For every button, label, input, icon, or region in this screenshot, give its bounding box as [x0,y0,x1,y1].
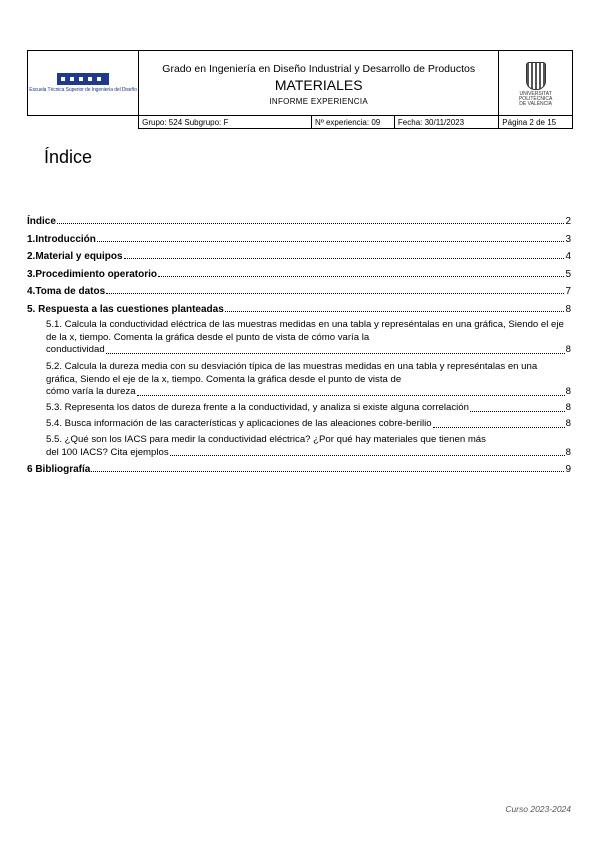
doc-type: INFORME EXPERIENCIA [269,96,368,106]
subject-name: MATERIALES [274,76,363,93]
toc-subentry-5-3[interactable]: 5.3. Representa los datos de dureza frente a la conductividad, y analiza si existe alguna correlación 8 [46,402,571,413]
toc-entry-indice[interactable]: Índice 2 [27,216,571,227]
toc-subentry-5-2[interactable]: 5.2. Calcula la dureza media con su desviación típica de las muestras medidas en una tabla y represéntalas en una gráfica, Siendo el eje de la x, tiempo. Comenta la gráfica desde el punto de vista de cómo varía la dureza 8 [46,361,571,397]
index-title: Índice [44,147,93,167]
toc-subentry-5-5[interactable]: 5.5. ¿Qué son los IACS para medir la conductividad eléctrica? ¿Por qué hay materiales que tienen más del 100 IACS? Cita ejemplos 8 [46,434,571,458]
university-seal-icon [526,62,546,90]
header-title-block [139,51,499,116]
group-field: Grupo: 524 Subgrupo: F [139,116,312,129]
document-header [27,50,573,129]
toc-entry-procedimiento[interactable]: 3.Procedimiento operatorio 5 [27,269,571,280]
page-field: Página 2 de 15 [499,116,573,129]
toc-entry-introduccion[interactable]: 1.Introducción 3 [27,234,571,245]
school-logo-icon [57,73,109,85]
date-field: Fecha: 30/11/2023 [394,116,498,129]
university-logo: UNIVERSITAT POLITÈCNICA DE VALÈNCIA [499,51,573,116]
experiment-field: Nº experiencia: 09 [312,116,395,129]
toc-subentry-5-4[interactable]: 5.4. Busca información de las características y aplicaciones de las aleaciones cobre-berilio 8 [46,418,571,429]
toc-entry-material[interactable]: 2.Material y equipos 4 [27,251,571,262]
school-logo: Escuela Técnica Superior de Ingeniería del Diseño [28,51,139,116]
degree-name: Grado en Ingeniería en Diseño Industrial y Desarrollo de Productos [162,62,476,75]
toc-entry-toma-datos[interactable]: 4.Toma de datos 7 [27,286,571,297]
toc-entry-respuesta[interactable]: 5. Respuesta a las cuestiones planteadas 8 [27,304,571,315]
course-footer: Curso 2023-2024 [505,804,571,814]
toc-subentry-5-1[interactable]: 5.1. Calcula la conductividad eléctrica de las muestras medidas en una tabla y represéntalas en una gráfica, Siendo el eje de la x, tiempo. Comenta la gráfica desde el punto de vista de cómo varía la conductividad 8 [46,319,571,355]
toc-entry-bibliografia[interactable]: 6 Bibliografía 9 [27,464,571,475]
